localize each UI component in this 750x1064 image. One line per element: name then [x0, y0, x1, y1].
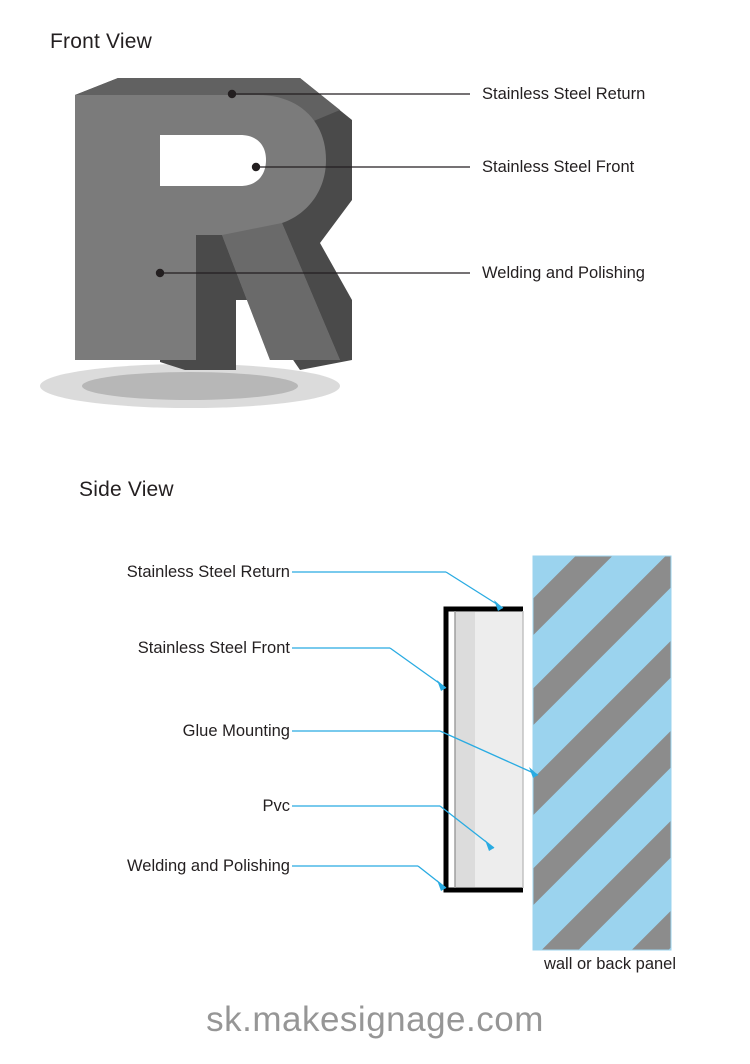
side-label-stainless-steel-return: Stainless Steel Return — [126, 563, 290, 581]
side-leader-lines — [292, 572, 538, 888]
letter-top-bevel — [75, 78, 340, 128]
side-leader-arrowheads — [437, 600, 538, 891]
letter-leg-shade — [222, 223, 340, 360]
front-view-title: Front View — [50, 30, 152, 53]
letter-counter-hole — [160, 135, 266, 186]
side-view-title: Side View — [79, 478, 174, 501]
letter-r-3d — [75, 78, 352, 370]
front-leader-dots — [156, 90, 260, 277]
front-label-stainless-steel-return: Stainless Steel Return — [482, 85, 646, 103]
front-leader-lines — [160, 94, 470, 273]
side-label-pvc: Pvc — [262, 797, 290, 815]
watermark-url: sk.makesignage.com — [206, 1000, 544, 1039]
pvc-layer — [455, 612, 475, 887]
side-label-stainless-steel-front: Stainless Steel Front — [137, 639, 290, 657]
wall-or-back-panel-caption: wall or back panel — [543, 955, 677, 973]
stainless-steel-return-profile — [446, 609, 523, 890]
letter-return-extrusion — [75, 78, 352, 370]
side-label-welding-and-polishing: Welding and Polishing — [127, 857, 290, 875]
side-label-glue-mounting: Glue Mounting — [182, 722, 290, 740]
letter-shadow-core — [82, 372, 298, 400]
glue-mounting-layer — [475, 612, 523, 887]
letter-front-face — [75, 95, 340, 360]
letter-shadow — [40, 364, 340, 408]
letter-cross-section — [446, 609, 523, 890]
front-label-welding-and-polishing: Welding and Polishing — [482, 264, 645, 282]
front-label-stainless-steel-front: Stainless Steel Front — [482, 158, 635, 176]
